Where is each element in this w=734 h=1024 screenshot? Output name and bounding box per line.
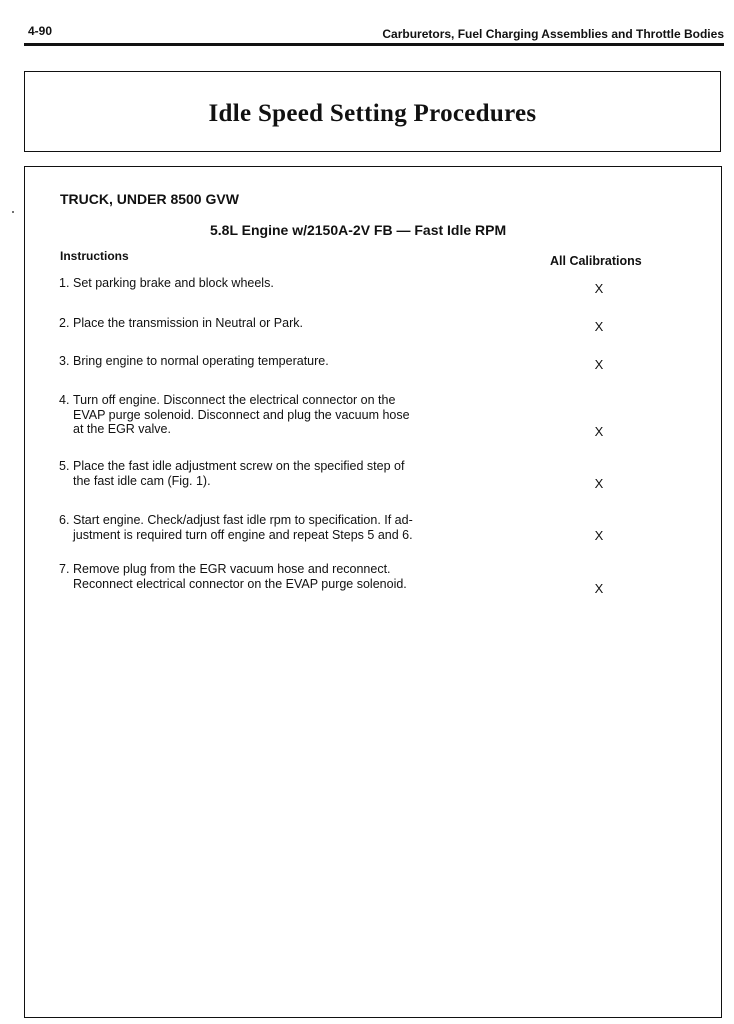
- step-number: 7.: [59, 562, 70, 576]
- step-line: Reconnect electrical connector on the EVAP purge solenoid.: [73, 576, 407, 591]
- header-rule: [24, 43, 724, 46]
- step-text: [59, 459, 499, 488]
- step-number: 3.: [59, 354, 70, 368]
- step-text: [59, 316, 499, 331]
- instruction-step: [59, 276, 499, 291]
- page-number: 4-90: [28, 24, 53, 38]
- step-line: Start engine. Check/adjust fast idle rpm to specification. If ad-: [73, 513, 413, 527]
- step-text: [59, 562, 499, 591]
- instruction-step: [59, 316, 499, 331]
- instruction-step: [59, 393, 499, 437]
- step-line: justment is required turn off engine and repeat Steps 5 and 6.: [73, 527, 413, 542]
- calibration-mark: X: [594, 424, 604, 439]
- engine-heading: 5.8L Engine w/2150A-2V FB — Fast Idle RPM: [210, 222, 507, 238]
- instructions-column-header: Instructions: [60, 249, 129, 263]
- stray-mark: [12, 211, 14, 213]
- calibration-mark: X: [594, 357, 604, 372]
- title-box: [24, 71, 721, 152]
- page-title: Idle Speed Setting Procedures: [208, 100, 537, 127]
- step-line: Turn off engine. Disconnect the electrical connector on the: [73, 393, 396, 407]
- step-text: [59, 354, 499, 369]
- step-text: [59, 393, 499, 437]
- instruction-step: [59, 562, 499, 591]
- calibrations-column-header: All Calibrations: [550, 254, 642, 268]
- instruction-step: [59, 354, 499, 369]
- step-number: 5.: [59, 459, 70, 473]
- vehicle-heading: TRUCK, UNDER 8500 GVW: [60, 191, 239, 207]
- calibration-mark: X: [594, 528, 604, 543]
- step-line: at the EGR valve.: [73, 422, 171, 436]
- calibration-mark: X: [594, 476, 604, 491]
- instruction-step: [59, 513, 499, 542]
- calibration-mark: X: [594, 319, 604, 334]
- calibration-mark: X: [594, 581, 604, 596]
- step-line: Bring engine to normal operating temperature.: [73, 354, 329, 368]
- step-line: Set parking brake and block wheels.: [73, 276, 274, 290]
- calibration-mark: X: [594, 281, 604, 296]
- step-line: Remove plug from the EGR vacuum hose and reconnect.: [73, 562, 391, 576]
- step-line: Place the fast idle adjustment screw on the specified step of: [73, 459, 405, 473]
- running-head: Carburetors, Fuel Charging Assemblies and Throttle Bodies: [382, 27, 724, 41]
- step-number: 2.: [59, 316, 70, 330]
- step-text: [59, 513, 499, 542]
- step-line: Place the transmission in Neutral or Park.: [73, 316, 303, 330]
- step-line: EVAP purge solenoid. Disconnect and plug the vacuum hose: [73, 407, 410, 422]
- step-number: 6.: [59, 513, 70, 527]
- step-line: the fast idle cam (Fig. 1).: [73, 473, 211, 488]
- step-number: 4.: [59, 393, 70, 407]
- instruction-step: [59, 459, 499, 488]
- step-number: 1.: [59, 276, 70, 290]
- procedure-box: [24, 166, 722, 1018]
- step-text: [59, 276, 499, 291]
